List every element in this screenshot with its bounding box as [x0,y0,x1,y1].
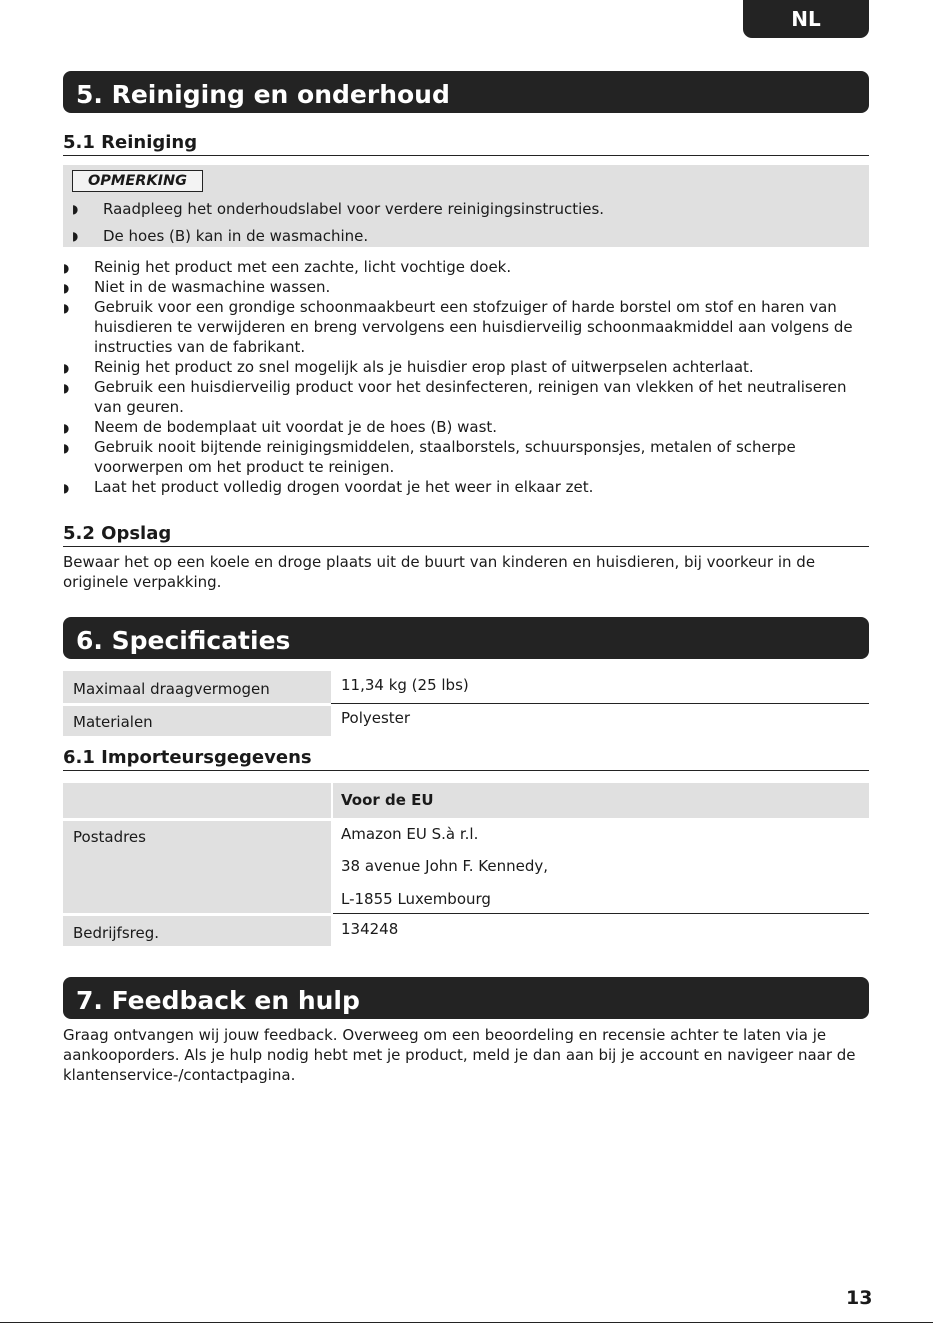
registration-label: Bedrijfsreg. [63,916,331,946]
spec-label: Maximaal draagvermogen [63,671,331,703]
address-line: L-1855 Luxembourg [341,890,491,908]
bullet-icon: ◗ [72,229,79,243]
list-item [63,297,869,357]
list-item-text: Niet in de wasmachine wassen. [94,278,331,296]
feedback-text: Graag ontvangen wij jouw feedback. Overweeg om een beoordeling en recensie achter te laten via je aankooporders. Als je hulp nodig hebt met je product, meld je dan aan bij je account en navigeer naar de klantenservice-/contactpagina. [63,1026,856,1084]
list-item-text: Neem de bodemplaat uit voordat je de hoes (B) wast. [94,418,498,436]
cleaning-bullet-list [63,257,869,497]
list-item [63,377,869,417]
list-item [63,257,869,277]
list-item-text: Gebruik voor een grondige schoonmaakbeurt een stofzuiger of harde borstel om stof en haren van huisdieren te verwijderen en breng vervolgens een huisdierveilig schoonmaakmiddel aan volgens de instructies van de fabrikant. [94,298,853,356]
importer-header: Voor de EU [333,783,869,818]
note-label: OPMERKING [72,170,203,192]
list-item-text: Gebruik nooit bijtende reinigingsmiddelen, staalborstels, schuursponsjes, metalen of scherpe voorwerpen om het product te reinigen. [94,438,796,476]
list-item [63,417,869,437]
subsection-6-1-title: 6.1 Importeursgegevens [63,747,869,771]
note-box [63,165,869,247]
language-tab: NL [743,0,869,38]
subsection-5-1-title: 5.1 Reiniging [63,132,869,156]
spec-value: Polyester [341,709,411,727]
subsection-5-2-title: 5.2 Opslag [63,523,869,547]
spec-label: Materialen [63,706,331,736]
bullet-icon: ◗ [63,301,70,315]
page-bottom-rule [0,1322,933,1323]
list-item [63,277,869,297]
section-6-title: 6. Specificaties [63,617,869,659]
section-7-title: 7. Feedback en hulp [63,977,869,1019]
list-item-text: Reinig het product zo snel mogelijk als je huisdier erop plast of uitwerpselen achterlaat. [94,358,754,376]
bullet-icon: ◗ [63,441,70,455]
spec-value: 11,34 kg (25 lbs) [341,676,469,694]
bullet-icon: ◗ [63,261,70,275]
address-label: Postadres [63,821,331,913]
storage-text: Bewaar het op een koele en droge plaats uit de buurt van kinderen en huisdieren, bij voorkeur in de originele verpakking. [63,553,816,591]
bullet-icon: ◗ [63,361,70,375]
registration-value: 134248 [341,920,399,938]
list-item [63,357,869,377]
bullet-icon: ◗ [63,281,70,295]
list-item [63,437,869,477]
address-line: Amazon EU S.à r.l. [341,825,479,843]
header-empty-cell [63,783,331,818]
address-line: 38 avenue John F. Kennedy, [341,857,549,875]
note-item-text: De hoes (B) kan in de wasmachine. [103,227,369,245]
note-item-text: Raadpleeg het onderhoudslabel voor verdere reinigingsinstructies. [103,200,605,218]
table-divider [331,703,869,704]
list-item-text: Reinig het product met een zachte, licht vochtige doek. [94,258,512,276]
list-item-text: Laat het product volledig drogen voordat je het weer in elkaar zet. [94,478,594,496]
section-5-title: 5. Reiniging en onderhoud [63,71,869,113]
list-item [63,477,869,497]
bullet-icon: ◗ [63,421,70,435]
bullet-icon: ◗ [63,381,70,395]
bullet-icon: ◗ [63,481,70,495]
page-number: 13 [846,1287,873,1309]
list-item-text: Gebruik een huisdierveilig product voor het desinfecteren, reinigen van vlekken of het neutraliseren van geuren. [94,378,847,416]
bullet-icon: ◗ [72,202,79,216]
table-divider [333,913,869,914]
